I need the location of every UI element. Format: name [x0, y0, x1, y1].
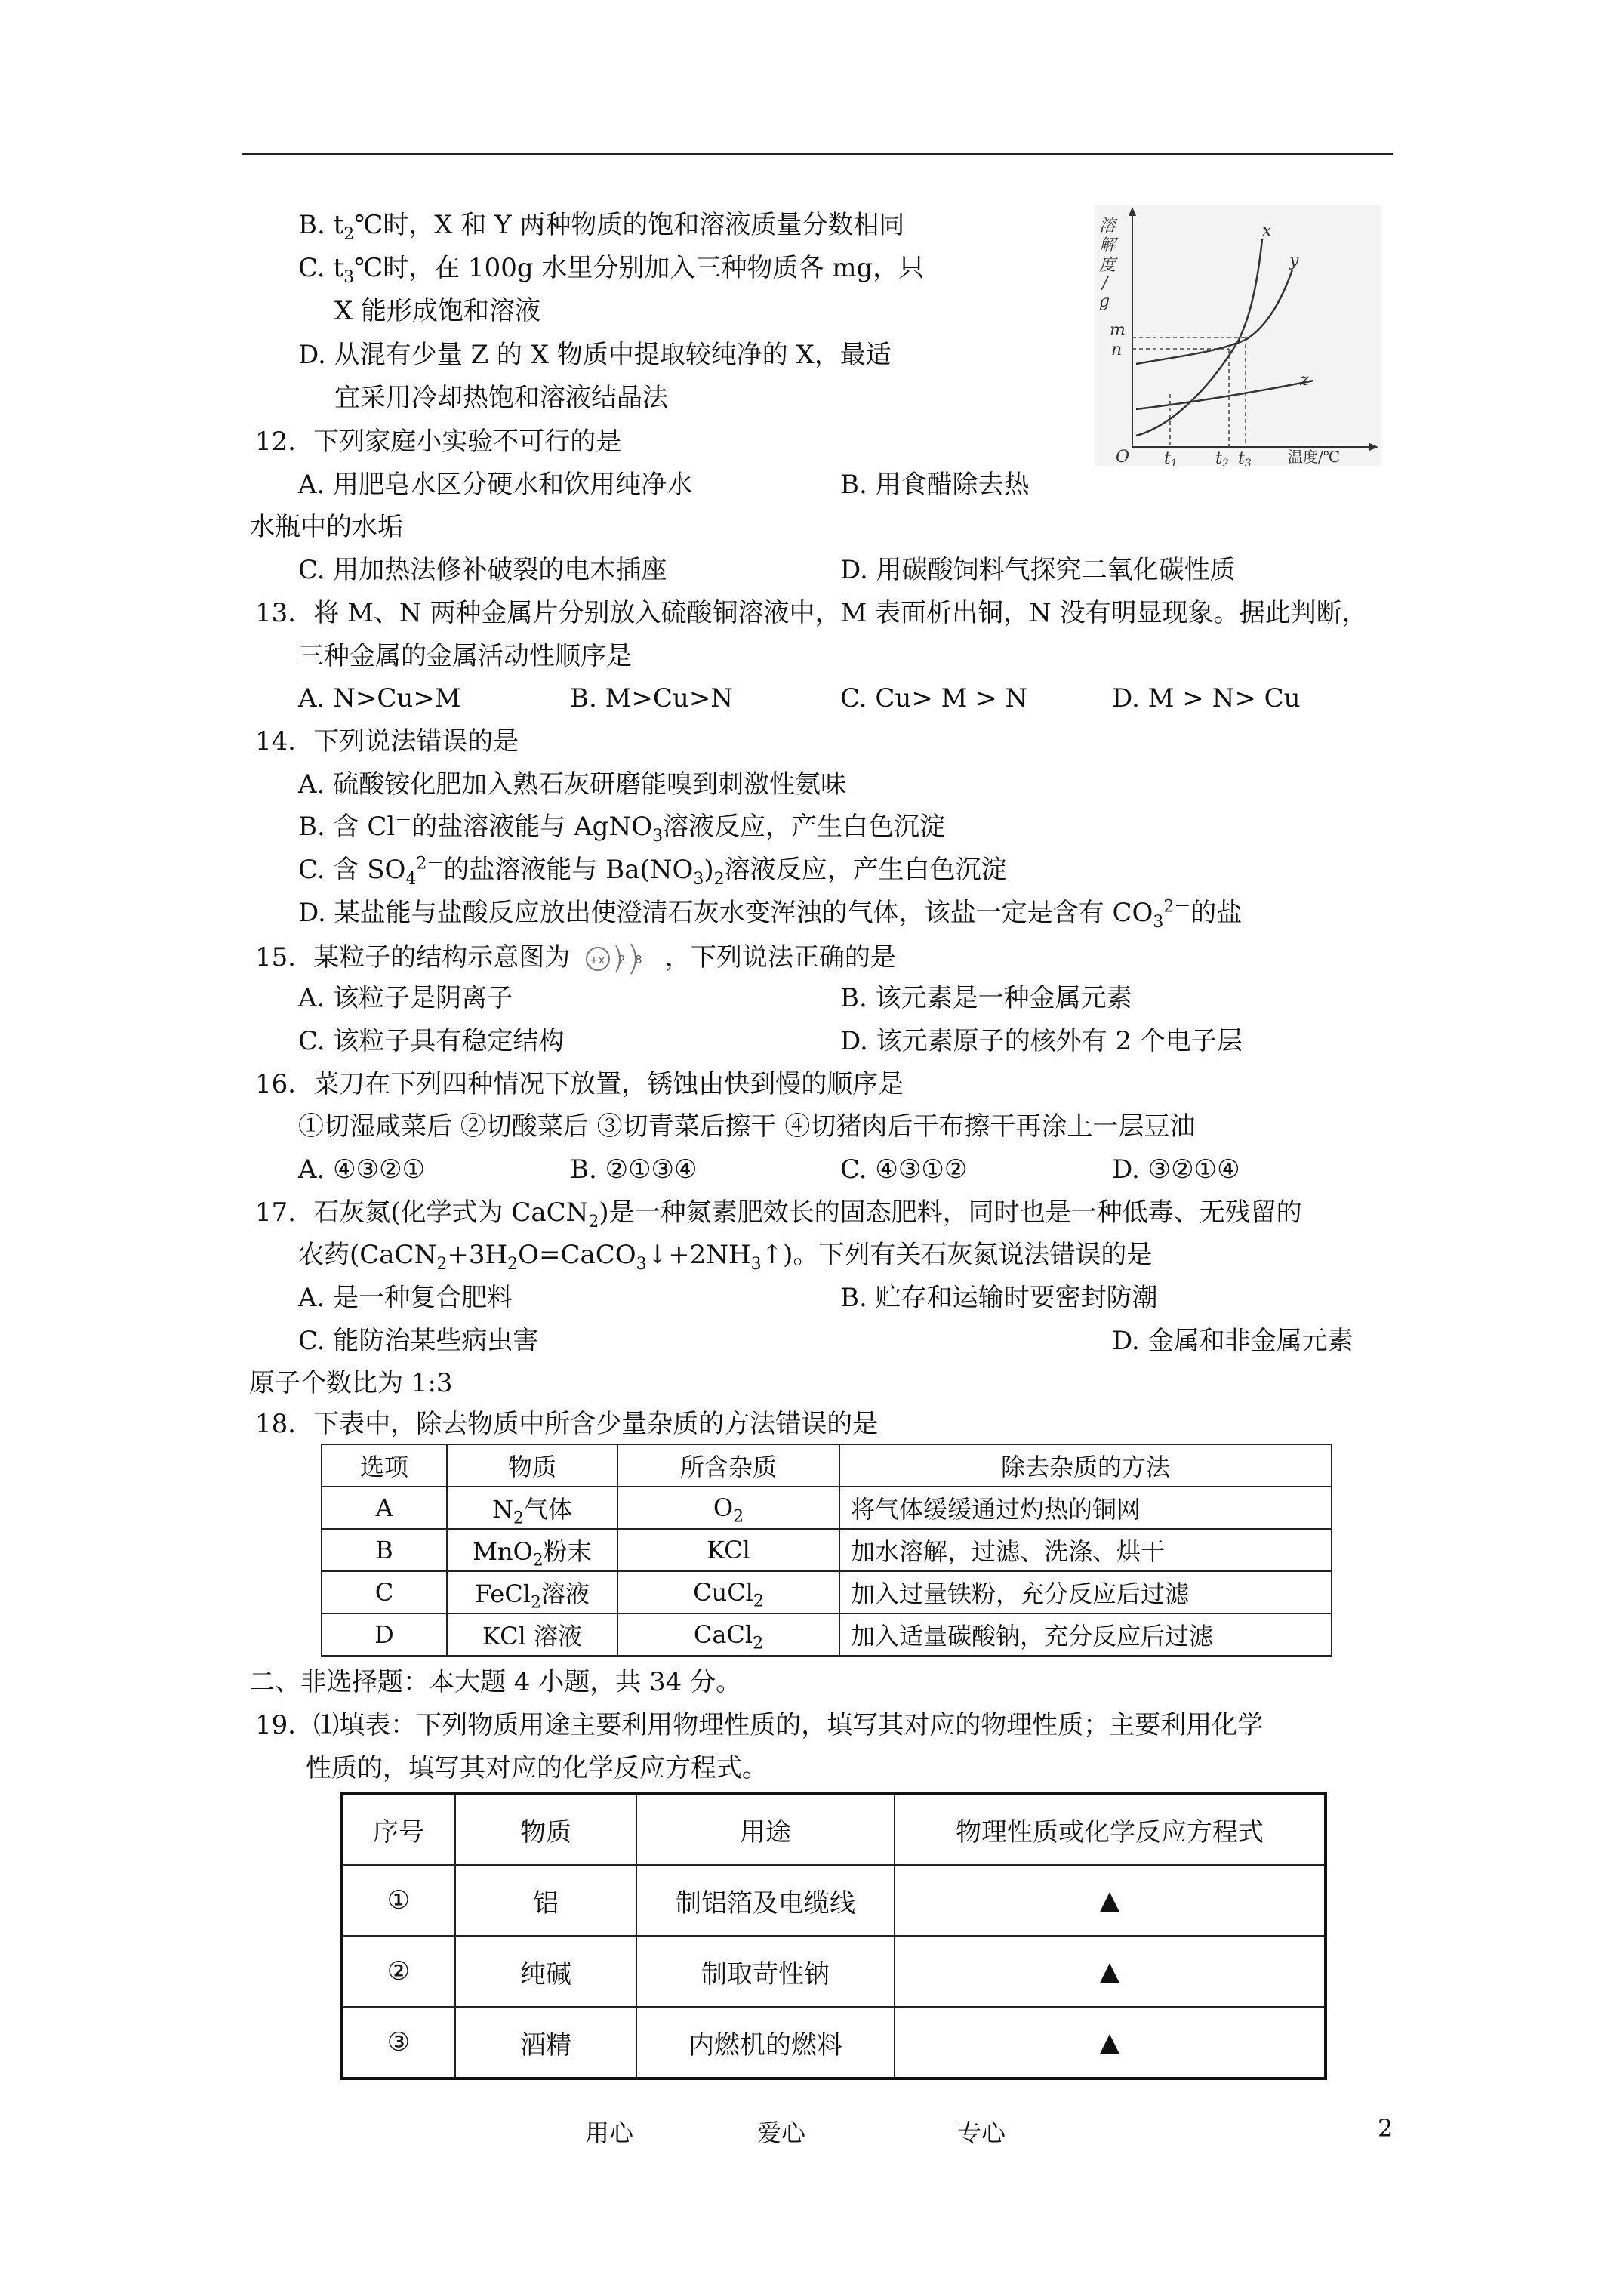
option-cell: A [322, 1487, 447, 1529]
q12-stem: 12．下列家庭小实验不可行的是 [255, 427, 622, 457]
particle-structure-diagram [583, 941, 652, 977]
q12-option-b-cont: 水瓶中的水垢 [249, 512, 403, 542]
q11-option-b: B. $t_2℃$时，X 和 Y 两种物质的饱和溶液质量分数相同 [298, 210, 905, 244]
q16-option-c: C. ④③①② [840, 1154, 968, 1185]
number-cell: ② [341, 1936, 455, 2007]
q16-cases: ①切湿咸菜后 ②切酸菜后 ③切青菜后擦干 ④切猪肉后干布擦干再涂上一层豆油 [298, 1111, 1196, 1142]
q16-stem: 16．菜刀在下列四种情况下放置，锈蚀由快到慢的顺序是 [255, 1069, 904, 1099]
q16-option-b: B. ②①③④ [570, 1154, 698, 1185]
impurity-cell: CaCl$_2$ [617, 1613, 839, 1656]
use-cell: 制取苛性钠 [636, 1936, 895, 2007]
q17-stem-cont: 农药$(CaCN_2+3H_2O=CaCO_3↓+2NH_3↑)$。下列有关石灰氮说法错误的是 [298, 1240, 1153, 1274]
curve-z-label: z [1300, 371, 1309, 390]
solubility-graph [1095, 205, 1381, 466]
header-cell: 除去杂质的方法 [839, 1444, 1332, 1487]
method-cell: 将气体缓缓通过灼热的铜网 [839, 1487, 1332, 1529]
origin-label: O [1116, 448, 1130, 466]
q11-option-c-cont: X 能形成饱和溶液 [334, 296, 541, 326]
q17-option-d: D. 金属和非金属元素 [1112, 1326, 1354, 1356]
q18-table [321, 1444, 1332, 1657]
section-2-heading: 二、非选择题：本大题 4 小题，共 34 分。 [249, 1667, 742, 1697]
option-cell: D [322, 1613, 447, 1656]
q11-option-d-cont: 宜采用冷却热饱和溶液结晶法 [334, 383, 668, 413]
use-cell: 内燃机的燃料 [636, 2007, 895, 2079]
curve-y-label: y [1289, 251, 1299, 270]
option-cell: B [322, 1529, 447, 1571]
y-label-2: 解 [1099, 236, 1116, 255]
header-cell: 物质 [455, 1793, 636, 1865]
q14-stem: 14．下列说法错误的是 [255, 726, 519, 757]
svg-text:+x: +x [590, 954, 605, 966]
curve-x-label: x [1262, 221, 1272, 240]
q14-option-d: D. 某盐能与盐酸反应放出使澄清石灰水变浑浊的气体，该盐一定是含有 $CO_3^{2-}$的盐 [298, 897, 1243, 932]
q18-stem: 18．下表中，除去物质中所含少量杂质的方法错误的是 [255, 1409, 879, 1439]
footer-text-1: 用心 [585, 2119, 634, 2147]
substance-cell: 纯碱 [455, 1936, 636, 2007]
impurity-cell: CuCl$_2$ [617, 1571, 839, 1613]
q13-option-c: C. Cu> M > N [840, 683, 1028, 713]
q13-stem-cont: 三种金属的金属活动性顺序是 [298, 641, 632, 671]
header-cell: 物质 [447, 1444, 617, 1487]
q16-option-d: D. ③②①④ [1112, 1154, 1240, 1185]
impurity-cell: KCl [617, 1529, 839, 1571]
q15-option-b: B. 该元素是一种金属元素 [840, 983, 1132, 1013]
q19-stem-cont: 性质的，填写其对应的化学反应方程式。 [306, 1753, 768, 1783]
q14-option-c: C. 含 $SO_4^{2-}$的盐溶液能与 $Ba(NO_3)_2$溶液反应，产生白色沉淀 [298, 854, 1007, 889]
method-cell: 加入过量铁粉，充分反应后过滤 [839, 1571, 1332, 1613]
table-row [322, 1487, 1332, 1529]
q15-option-a: A. 该粒子是阴离子 [298, 983, 513, 1013]
table-row [322, 1613, 1332, 1656]
q12-option-a: A. 用肥皂水区分硬水和饮用纯净水 [298, 470, 693, 500]
svg-text:2: 2 [618, 953, 626, 966]
x-axis-label: 温度/℃ [1288, 448, 1341, 466]
table-row [322, 1571, 1332, 1613]
q11-option-d: D. 从混有少量 Z 的 X 物质中提取较纯净的 X，最适 [298, 340, 892, 370]
q14-option-b: B. 含 Cl－的盐溶液能与 AgNO$_3$溶液反应，产生白色沉淀 [298, 811, 946, 846]
q19-table [340, 1792, 1327, 2080]
use-cell: 制铝箔及电缆线 [636, 1865, 895, 1936]
number-cell: ③ [341, 2007, 455, 2079]
option-cell: C [322, 1571, 447, 1613]
q13-option-a: A. N>Cu>M [298, 683, 461, 713]
number-cell: ① [341, 1865, 455, 1936]
q13-stem: 13．将 M、N 两种金属片分别放入硫酸铜溶液中，M 表面析出铜，N 没有明显现象。据此判断， [255, 598, 1368, 628]
footer-text-3: 专心 [957, 2119, 1006, 2147]
answer-blank[interactable]: ▲ [895, 2007, 1326, 2079]
q12-option-d: D. 用碳酸饲料气探究二氧化碳性质 [840, 555, 1236, 585]
header-cell: 所含杂质 [617, 1444, 839, 1487]
header-cell: 用途 [636, 1793, 895, 1865]
t1-label: t1 [1164, 449, 1178, 466]
method-cell: 加水溶解，过滤、洗涤、烘干 [839, 1529, 1332, 1571]
m-label: m [1110, 321, 1126, 340]
substance-cell: KCl 溶液 [447, 1613, 617, 1656]
header-cell: 物理性质或化学反应方程式 [895, 1793, 1326, 1865]
q11-option-c: C. $t_3℃$时，在 100g 水里分别加入三种物质各 mg，只 [298, 253, 925, 287]
table-row [322, 1529, 1332, 1571]
table-row [341, 1865, 1326, 1936]
t2-label: t2 [1215, 449, 1229, 466]
impurity-cell: $O_2$ [617, 1487, 839, 1529]
q15-option-d: D. 该元素原子的核外有 2 个电子层 [840, 1026, 1243, 1056]
answer-blank[interactable]: ▲ [895, 1865, 1326, 1936]
t3-label: t3 [1238, 449, 1252, 466]
table-row [341, 1936, 1326, 2007]
header-rule [242, 153, 1393, 155]
header-cell: 选项 [322, 1444, 447, 1487]
table-row [341, 2007, 1326, 2079]
method-cell: 加入适量碳酸钠，充分反应后过滤 [839, 1613, 1332, 1656]
q16-option-a: A. ④③②① [298, 1154, 426, 1185]
q14-option-a: A. 硫酸铵化肥加入熟石灰研磨能嗅到刺激性氨味 [298, 769, 847, 800]
n-label: n [1111, 341, 1123, 359]
y-label-5: g [1099, 292, 1110, 311]
q17-stem: 17．石灰氮(化学式为 CaCN$_2$)是一种氮素肥效长的固态肥料，同时也是一种低毒、无残留的 [255, 1197, 1302, 1231]
q19-stem: 19．⑴填表：下列物质用途主要利用物理性质的，填写其对应的物理性质；主要利用化学 [255, 1710, 1264, 1740]
footer-text-2: 爱心 [757, 2119, 806, 2147]
y-label-1: 溶 [1099, 217, 1116, 236]
substance-cell: $N_2$气体 [447, 1487, 617, 1529]
table-header-row [322, 1444, 1332, 1487]
q17-option-a: A. 是一种复合肥料 [298, 1283, 513, 1313]
q17-option-b: B. 贮存和运输时要密封防潮 [840, 1283, 1158, 1313]
q17-option-c: C. 能防治某些病虫害 [298, 1326, 539, 1356]
q15-stem: 15．某粒子的结构示意图为 +x 2 8 ，下列说法正确的是 [255, 941, 896, 977]
answer-blank[interactable]: ▲ [895, 1936, 1326, 2007]
q12-option-b: B. 用食醋除去热 [840, 470, 1030, 500]
substance-cell: FeCl$_2$溶液 [447, 1571, 617, 1613]
q15-option-c: C. 该粒子具有稳定结构 [298, 1026, 565, 1056]
q13-option-d: D. M > N> Cu [1112, 683, 1301, 713]
q12-option-c: C. 用加热法修补破裂的电木插座 [298, 555, 667, 585]
y-label-3: 度 [1099, 256, 1116, 275]
y-label-4: / [1102, 274, 1108, 293]
substance-cell: 酒精 [455, 2007, 636, 2079]
svg-text:8: 8 [635, 953, 642, 966]
substance-cell: MnO$_2$粉末 [447, 1529, 617, 1571]
header-cell: 序号 [341, 1793, 455, 1865]
q17-option-d-cont: 原子个数比为 1:3 [249, 1368, 453, 1398]
table-header-row [341, 1793, 1326, 1865]
substance-cell: 铝 [455, 1865, 636, 1936]
q13-option-b: B. M>Cu>N [570, 683, 734, 713]
page-number: 2 [1378, 2114, 1394, 2143]
